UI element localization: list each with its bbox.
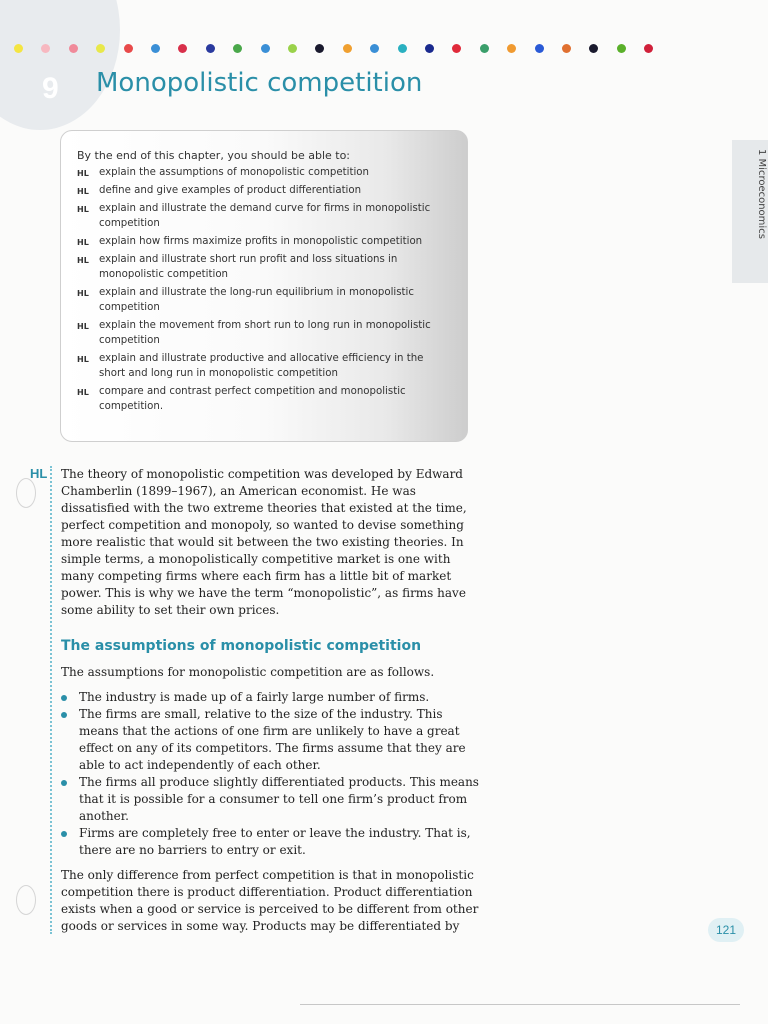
objective-text: explain the assumptions of monopolistic competition [99,167,369,178]
hl-tag: HL [77,289,89,298]
section-side-tab-label: 1 Microeconomics [756,149,767,239]
decorative-dot [69,44,78,53]
higher-level-margin-tag: HL [30,466,48,481]
decorative-dot [589,44,598,53]
decorative-dot [452,44,461,53]
decorative-dot [261,44,270,53]
assumptions-section [61,664,481,935]
hl-tag: HL [77,169,89,178]
section-heading: The assumptions of monopolistic competition [61,638,422,654]
decorative-dot [206,44,215,53]
bullet-text: The firms are small, relative to the size of the industry. This means that the actions of one firm are unlikely to have a great effect on any of its competitors. The firms assume that they are able to act independently of each other. [79,707,466,772]
section-lead: The assumptions for monopolistic competition are as follows. [61,665,435,679]
objective-text: explain and illustrate productive and allocative efficiency in the short and long run in monopolistic competition [99,353,424,379]
decorative-dot [178,44,187,53]
hl-tag: HL [77,388,89,397]
assumptions-list [61,689,481,859]
objective-text: compare and contrast perfect competition and monopolistic competition. [99,386,406,412]
decorative-dot [315,44,324,53]
assumption-bullet [61,774,481,825]
decorative-dot [124,44,133,53]
objective-text: explain and illustrate short run profit and loss situations in monopolistic competition [99,254,398,280]
chapter-number: 9 [42,72,59,105]
objectives-intro: By the end of this chapter, you should be able to: [77,149,351,162]
decorative-dot [617,44,626,53]
decorative-dot [562,44,571,53]
hl-tag: HL [77,355,89,364]
hl-tag: HL [77,205,89,214]
hl-tag: HL [77,256,89,265]
intro-paragraph: The theory of monopolistic competition was developed by Edward Chamberlin (1899–1967), an American economist. He was dissatisfied with the two extreme theories that existed at the time, perfect competition and monopoly, so wanted to devise something more realistic that would sit between the two existing theories. In simple terms, a monopolistically competitive market is one with many competing firms where each firm has a little bit of market power. This is why we have the term “monopolistic”, as firms have some ability to set their own prices. [61,467,467,617]
objective-item [77,318,451,348]
bullet-dot [61,831,67,837]
chapter-title: Monopolistic competition [96,68,423,98]
objective-text: explain how firms maximize profits in monopolistic competition [99,236,423,247]
bullet-dot [61,712,67,718]
decorative-dot [535,44,544,53]
objective-item [77,285,451,315]
margin-hole-mark [16,478,36,508]
assumption-bullet [61,825,481,859]
higher-level-margin-rule [50,466,52,934]
objective-item [77,201,451,231]
decorative-dot [398,44,407,53]
assumption-bullet [61,706,481,774]
learning-objectives-box [60,130,468,442]
bullet-text: The firms all produce slightly differentiated products. This means that it is possible for a consumer to tell one firm’s product from another. [79,775,479,823]
decorative-dot [425,44,434,53]
objective-item [77,165,451,180]
decorative-dot [644,44,653,53]
objective-text: explain and illustrate the long-run equilibrium in monopolistic competition [99,287,414,313]
bottom-rule [300,1004,740,1005]
objective-text: explain the movement from short run to long run in monopolistic competition [99,320,431,346]
intro-paragraph-block [61,466,481,619]
bullet-dot [61,780,67,786]
objective-item [77,351,451,381]
page-number: 121 [708,918,744,942]
margin-hole-mark [16,885,36,915]
bullet-text: The industry is made up of a fairly large number of firms. [79,690,430,704]
closing-paragraph: The only difference from perfect competition is that in monopolistic competition there is product differentiation. Product differentiation exists when a good or service is perceived to be different from other goods or services in some way. Products may be differentiated by [61,868,479,933]
hl-tag: HL [77,238,89,247]
decorative-dot [288,44,297,53]
decorative-dot [96,44,105,53]
decorative-dot [343,44,352,53]
hl-tag: HL [77,187,89,196]
assumption-bullet [61,689,481,706]
objective-text: explain and illustrate the demand curve for firms in monopolistic competition [99,203,431,229]
decorative-dot [480,44,489,53]
decorative-dot [370,44,379,53]
decorative-dot [233,44,242,53]
objective-item [77,234,451,249]
bullet-dot [61,695,67,701]
hl-tag: HL [77,322,89,331]
objective-text: define and give examples of product differentiation [99,185,362,196]
decorative-dot [151,44,160,53]
objective-item [77,252,451,282]
decorative-dot [507,44,516,53]
decorative-dot [14,44,23,53]
objective-item [77,183,451,198]
objective-item [77,384,451,414]
bullet-text: Firms are completely free to enter or leave the industry. That is, there are no barriers to entry or exit. [79,826,471,857]
decorative-dot-row [14,44,674,56]
chapter-corner-circle [0,0,120,130]
decorative-dot [41,44,50,53]
objectives-list [77,165,451,414]
